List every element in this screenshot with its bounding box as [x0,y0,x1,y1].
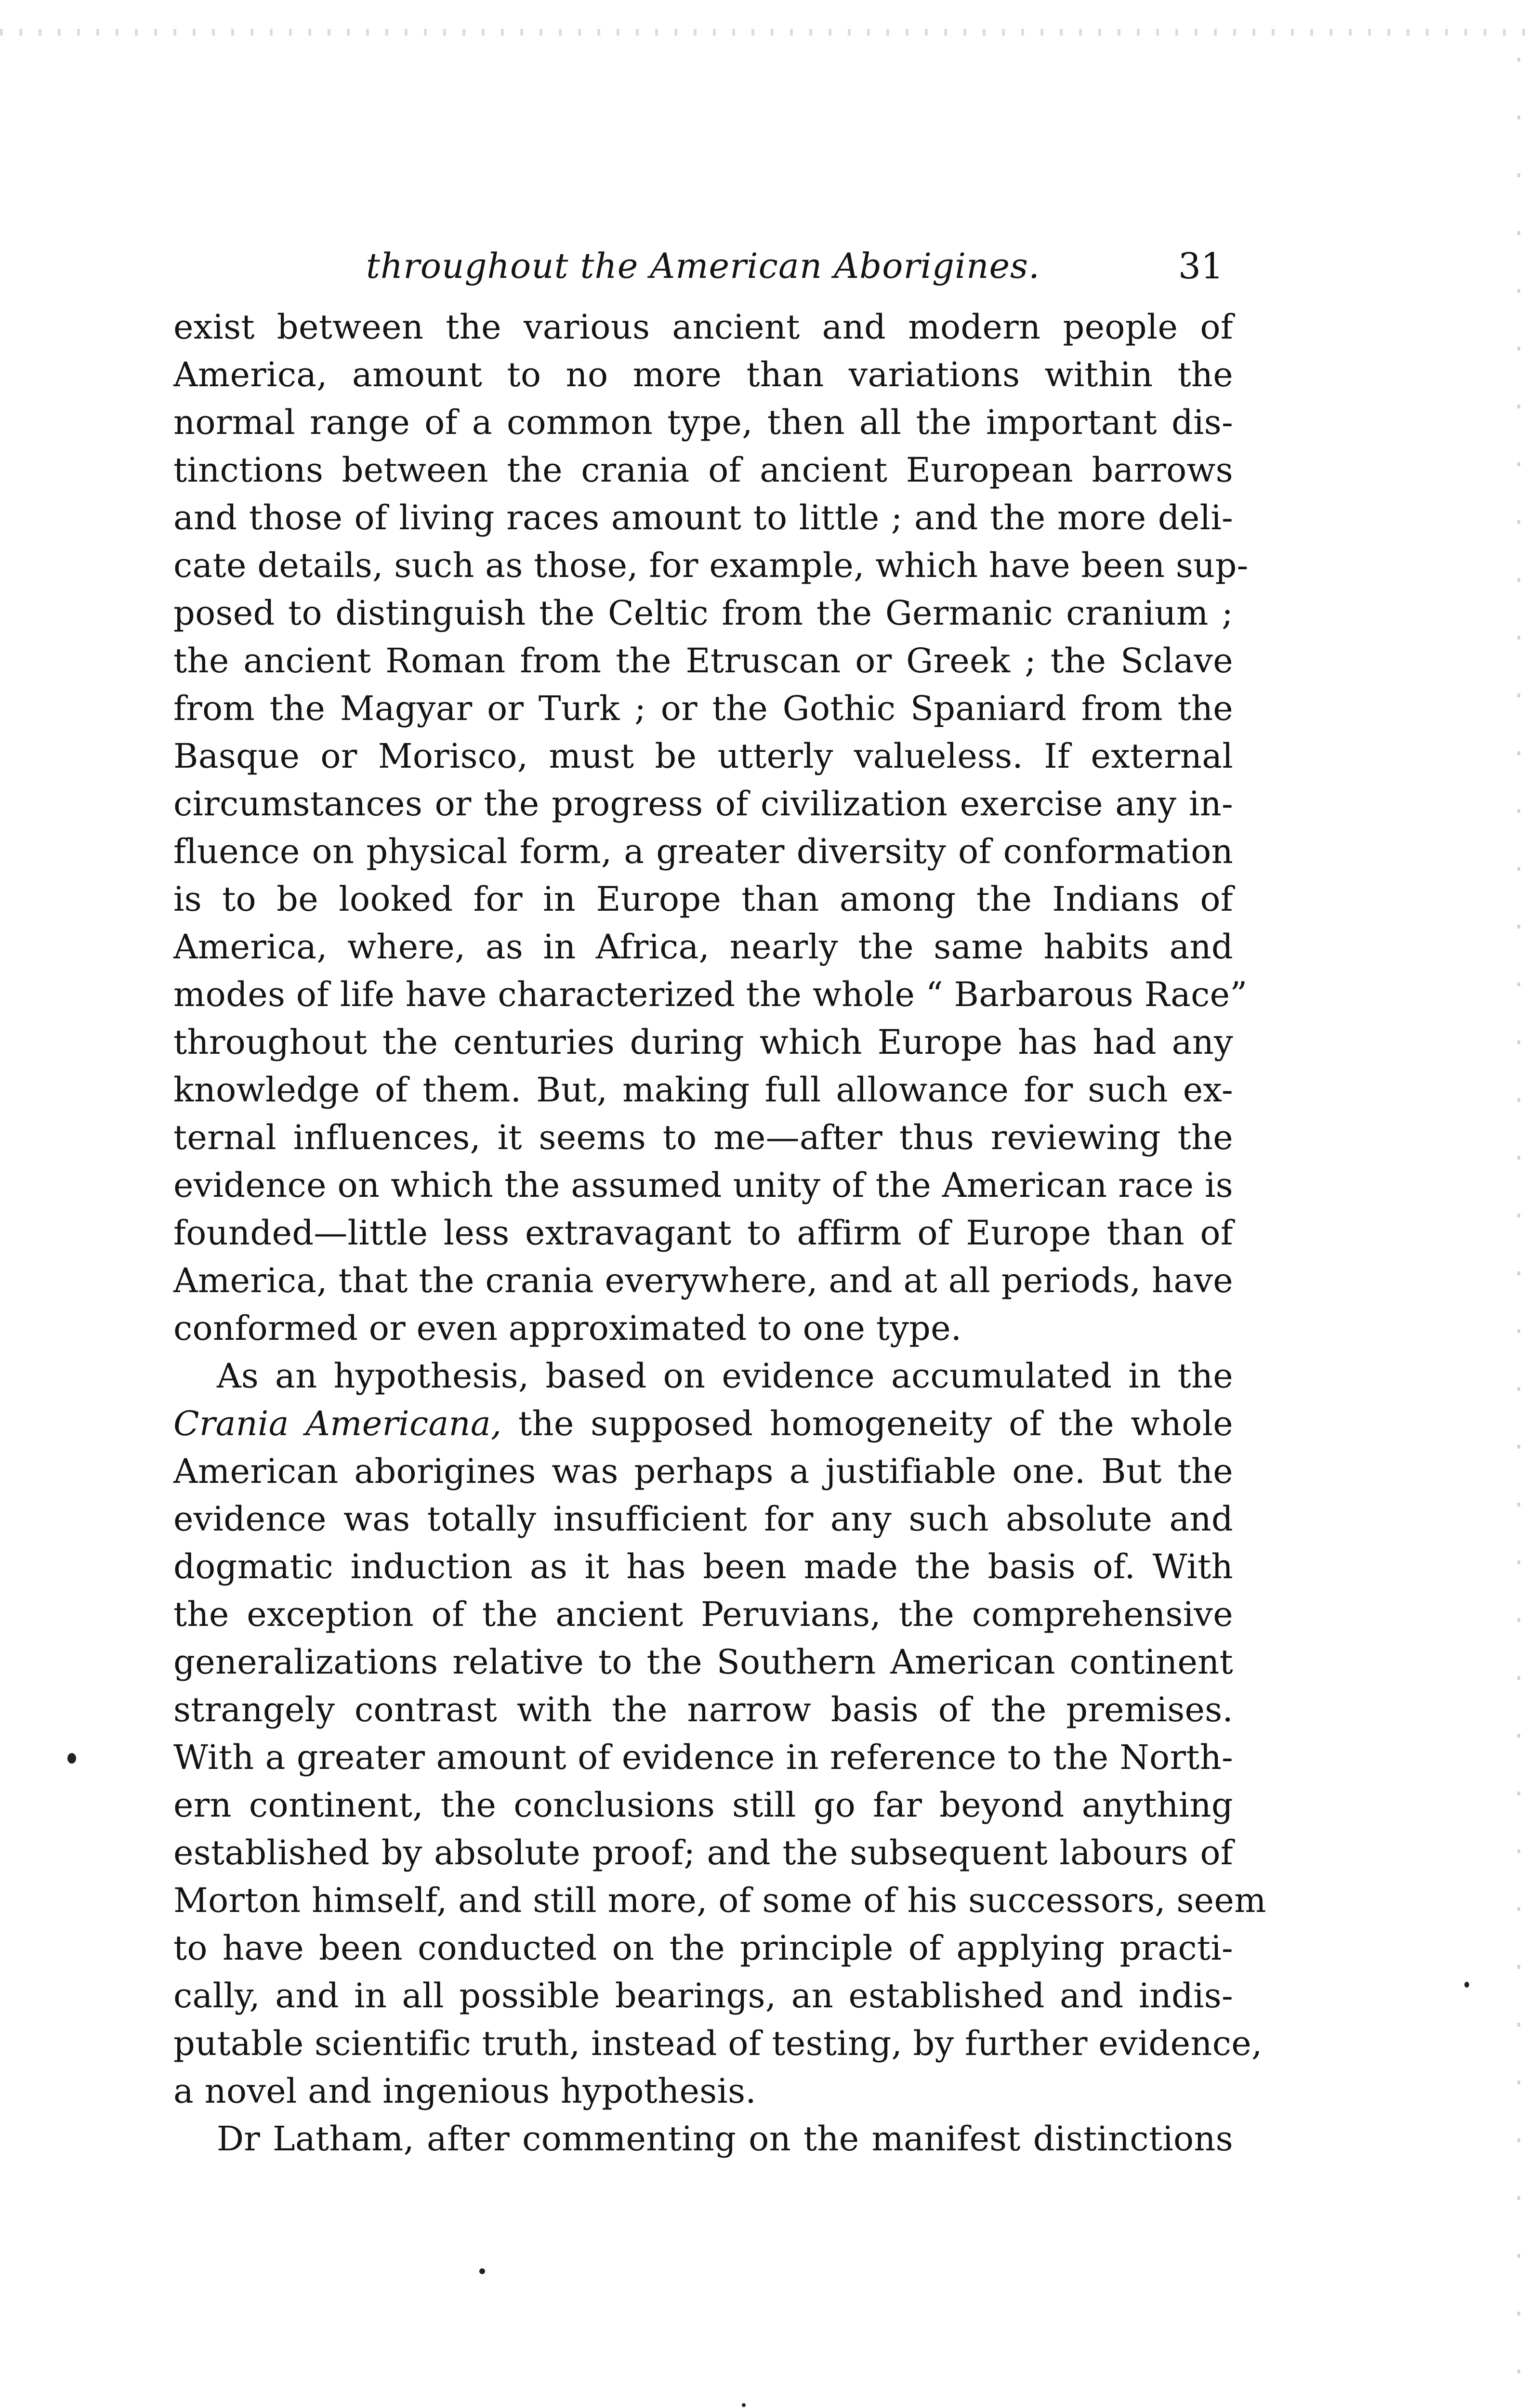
text-line: American aborigines was perhaps a justifiable one. But the [173,1452,1233,1491]
scan-speck [1464,1982,1469,1988]
text-line: America, that the crania everywhere, and at all periods, have [173,1261,1233,1300]
text-line: dogmatic induction as it has been made the basis of. With [173,1547,1233,1586]
text-line: normal range of a common type, then all the important dis- [173,403,1233,442]
text-line: from the Magyar or Turk ; or the Gothic Spaniard from the [173,689,1233,728]
text-line: cally, and in all possible bearings, an established and indis- [173,1976,1233,2015]
scan-edge-top [0,29,1540,36]
text-line: posed to distinguish the Celtic from the Germanic cranium ; [173,593,1233,633]
text-line: ern continent, the conclusions still go far beyond anything [173,1785,1233,1825]
text-line: America, where, as in Africa, nearly the same habits and [173,927,1233,967]
text-line: As an hypothesis, based on evidence accumulated in the [217,1356,1233,1396]
text-line: exist between the various ancient and modern people of [173,307,1233,347]
text-line: conformed or even approximated to one type. [173,1309,962,1348]
text-line: modes of life have characterized the whole “ Barbarous Race” [173,975,1248,1014]
text-line: the exception of the ancient Peruvians, the comprehensive [173,1595,1233,1634]
text-line: putable scientific truth, instead of testing, by further evidence, [173,2024,1263,2063]
text-line: and those of living races amount to little ; and the more deli- [173,498,1233,537]
text-line: founded—little less extravagant to affirm of Europe than of [173,1213,1233,1253]
text-line: Morton himself, and still more, of some of his successors, seem [173,1881,1266,1920]
text-line: evidence on which the assumed unity of the American race is [173,1165,1233,1205]
text-line: America, amount to no more than variations within the [173,355,1233,394]
text-line: generalizations relative to the Southern American continent [173,1642,1233,1682]
text-line: established by absolute proof; and the subsequent labours of [173,1833,1233,1872]
text-line: Dr Latham, after commenting on the manifest distinctions [217,2119,1233,2159]
scan-edge-right [1517,58,1520,2408]
text-line: ternal influences, it seems to me—after thus reviewing the [173,1118,1233,1157]
scan-speck [479,2268,485,2274]
text-line: a novel and ingenious hypothesis. [173,2071,756,2111]
text-span: the supposed homogeneity of the whole [501,1404,1233,1443]
body-text [173,303,1266,2163]
text-line: evidence was totally insufficient for any such absolute and [173,1499,1233,1539]
text-line: the ancient Roman from the Etruscan or Greek ; the Sclave [173,641,1233,681]
running-title: throughout the American Aborigines. [366,246,1040,286]
text-line: to have been conducted on the principle of applying practi- [173,1928,1233,1968]
italic-title: Crania Americana, [173,1404,502,1443]
text-line: is to be looked for in Europe than among the Indians of [173,879,1233,919]
text-line: Basque or Morisco, must be utterly valueless. If external [173,736,1233,776]
running-head [173,246,1224,299]
text-line: strangely contrast with the narrow basis of the premises. [173,1690,1233,1729]
text-line: knowledge of them. But, making full allowance for such ex- [173,1070,1233,1110]
text-line: fluence on physical form, a greater diversity of conformation [173,832,1233,871]
text-line: circumstances or the progress of civilization exercise any in- [173,784,1233,824]
scan-speck [67,1753,76,1764]
text-line: tinctions between the crania of ancient European barrows [173,450,1233,490]
page-number: 31 [1178,246,1224,287]
scan-speck [742,2403,746,2407]
text-line: throughout the centuries during which Europe has had any [173,1022,1233,1062]
text-line: With a greater amount of evidence in reference to the North- [173,1738,1233,1777]
text-line: cate details, such as those, for example, which have been sup- [173,546,1249,585]
text-line [173,1400,1233,1448]
